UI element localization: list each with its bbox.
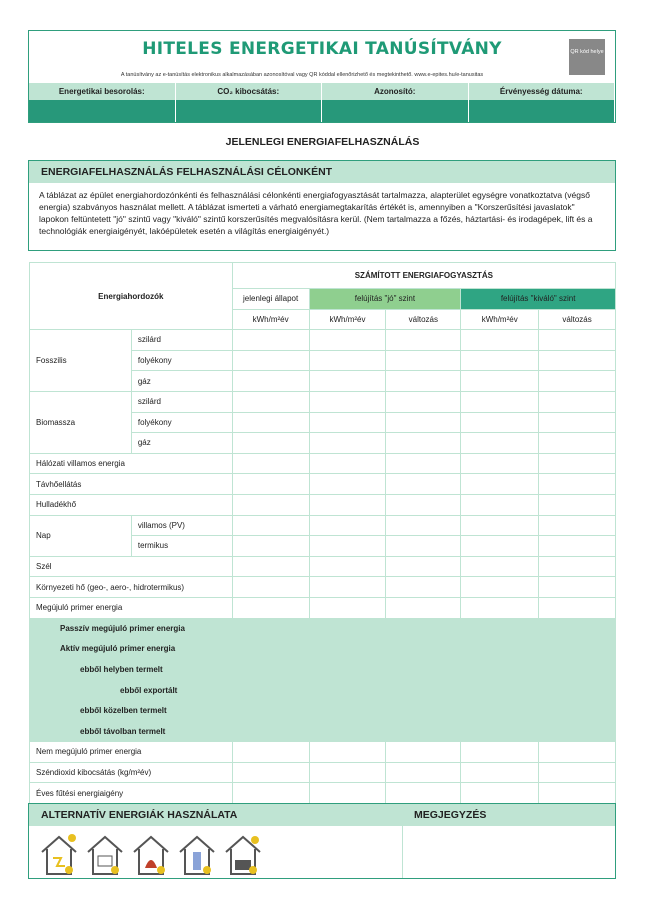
rating-label: Energetikai besorolás: [29,83,176,100]
bottom-panel [28,803,616,879]
unit-header: kWh/m²év [309,309,386,330]
ambient-heat-label: Környezeti hő (geo-, aero-, hidrotermikus) [30,577,233,598]
passive-renewable-label: Passzív megújuló primer energia [30,618,233,639]
renewable-primary-label: Megújuló primer energia [30,597,233,618]
annual-heating-label: Éves fűtési energiaigény [30,783,233,804]
id-value [322,100,469,122]
thermal-label: termikus [131,536,232,557]
liquid-label: folyékony [131,350,232,371]
id-label: Azonosító: [322,83,469,100]
district-heating-label: Távhőellátás [30,474,233,495]
solid-label: szilárd [131,330,232,351]
pv-label: villamos (PV) [131,515,232,536]
fossil-label: Fosszilis [30,330,132,392]
district-house-icon [223,832,263,876]
exported-label: ebből exportált [30,680,233,701]
sun-label: Nap [30,515,132,556]
certificate-header [28,30,616,123]
gas-label: gáz [131,433,232,454]
co2-label: CO₂ kibocsátás: [176,83,323,100]
active-renewable-label: Aktív megújuló primer energia [30,639,233,660]
solar-house-icon [39,832,79,876]
calc-header: SZÁMÍTOTT ENERGIAFOGYASZTÁS [232,263,615,289]
liquid-label: folyékony [131,412,232,433]
qr-placeholder: QR kód helye [569,39,605,75]
excellent-level-header: felújítás "kiváló" szint [461,289,616,310]
co2-emission-label: Széndioxid kibocsátás (kg/m²év) [30,762,233,783]
header-field-labels [29,83,615,100]
local-produced-label: ebből helyben termelt [30,659,233,680]
grid-electricity-label: Hálózati villamos energia [30,453,233,474]
good-level-header: felújítás "jó" szint [309,289,461,310]
nonrenewable-label: Nem megújuló primer energia [30,742,233,763]
alt-energy-heading: ALTERNATÍV ENERGIÁK HASZNÁLATA [41,809,238,821]
biomass-label: Biomassza [30,391,132,453]
usage-box [28,160,616,251]
waste-heat-label: Hulladékhő [30,494,233,515]
wind-house-icon [85,832,125,876]
co2-value [176,100,323,122]
section-title: JELENLEGI ENERGIAFELHASZNÁLÁS [225,136,420,148]
gas-label: gáz [131,371,232,392]
usage-text: A táblázat az épület energiahordozónkénti és felhasználási célonkénti energiafogyasztását tartalmazza, alapterület egységre vonatkoztatva (végső energia) szabványos használat mellett. A táblázat ismerteti a várható energiamegtakarítás értékét is, amennyiben a "Korszerűsítési javaslatok" lapokon feltüntetett "jó" szintű vagy "kiváló" szintű korszerűsítés megvalósításra kerül. (Nem tartalmazza a főzés, háztartási- és irodagépek, lift és a technológiák energiaigényét, lakóépületek esetén a világítás energiaigényét.) [39,190,593,236]
validity-label: Érvényesség dátuma: [469,83,616,100]
solid-label: szilárd [131,391,232,412]
near-produced-label: ebből közelben termelt [30,700,233,721]
current-state-header: jelenlegi állapot [232,289,309,310]
change-header: változás [386,309,461,330]
rating-value [29,100,176,122]
header-field-values [29,100,615,122]
biomass-house-icon [131,832,171,876]
energy-table [29,262,616,804]
page-title: HITELES ENERGETIKAI TANÚSÍTVÁNY [142,39,502,59]
unit-header: kWh/m²év [461,309,539,330]
header-subtitle: A tanúsítvány az e-tanúsítás elektronikus alkalmazásában azonosítóval vagy QR kóddal ellenőrizhető és megtekinthető. www.e-epites.hu/e-tanusitas [120,72,484,78]
unit-header: kWh/m²év [232,309,309,330]
wind-label: Szél [30,556,233,577]
carrier-header: Energiahordozók [30,263,233,330]
alt-energy-icons [39,832,263,876]
remote-produced-label: ebből távolban termelt [30,721,233,742]
heatpump-house-icon [177,832,217,876]
usage-heading: ENERGIAFELHASZNÁLÁS FELHASZNÁLÁSI CÉLONKÉNT [29,161,615,183]
notes-heading: MEGJEGYZÉS [414,809,487,821]
validity-value [469,100,616,122]
change-header: változás [539,309,616,330]
